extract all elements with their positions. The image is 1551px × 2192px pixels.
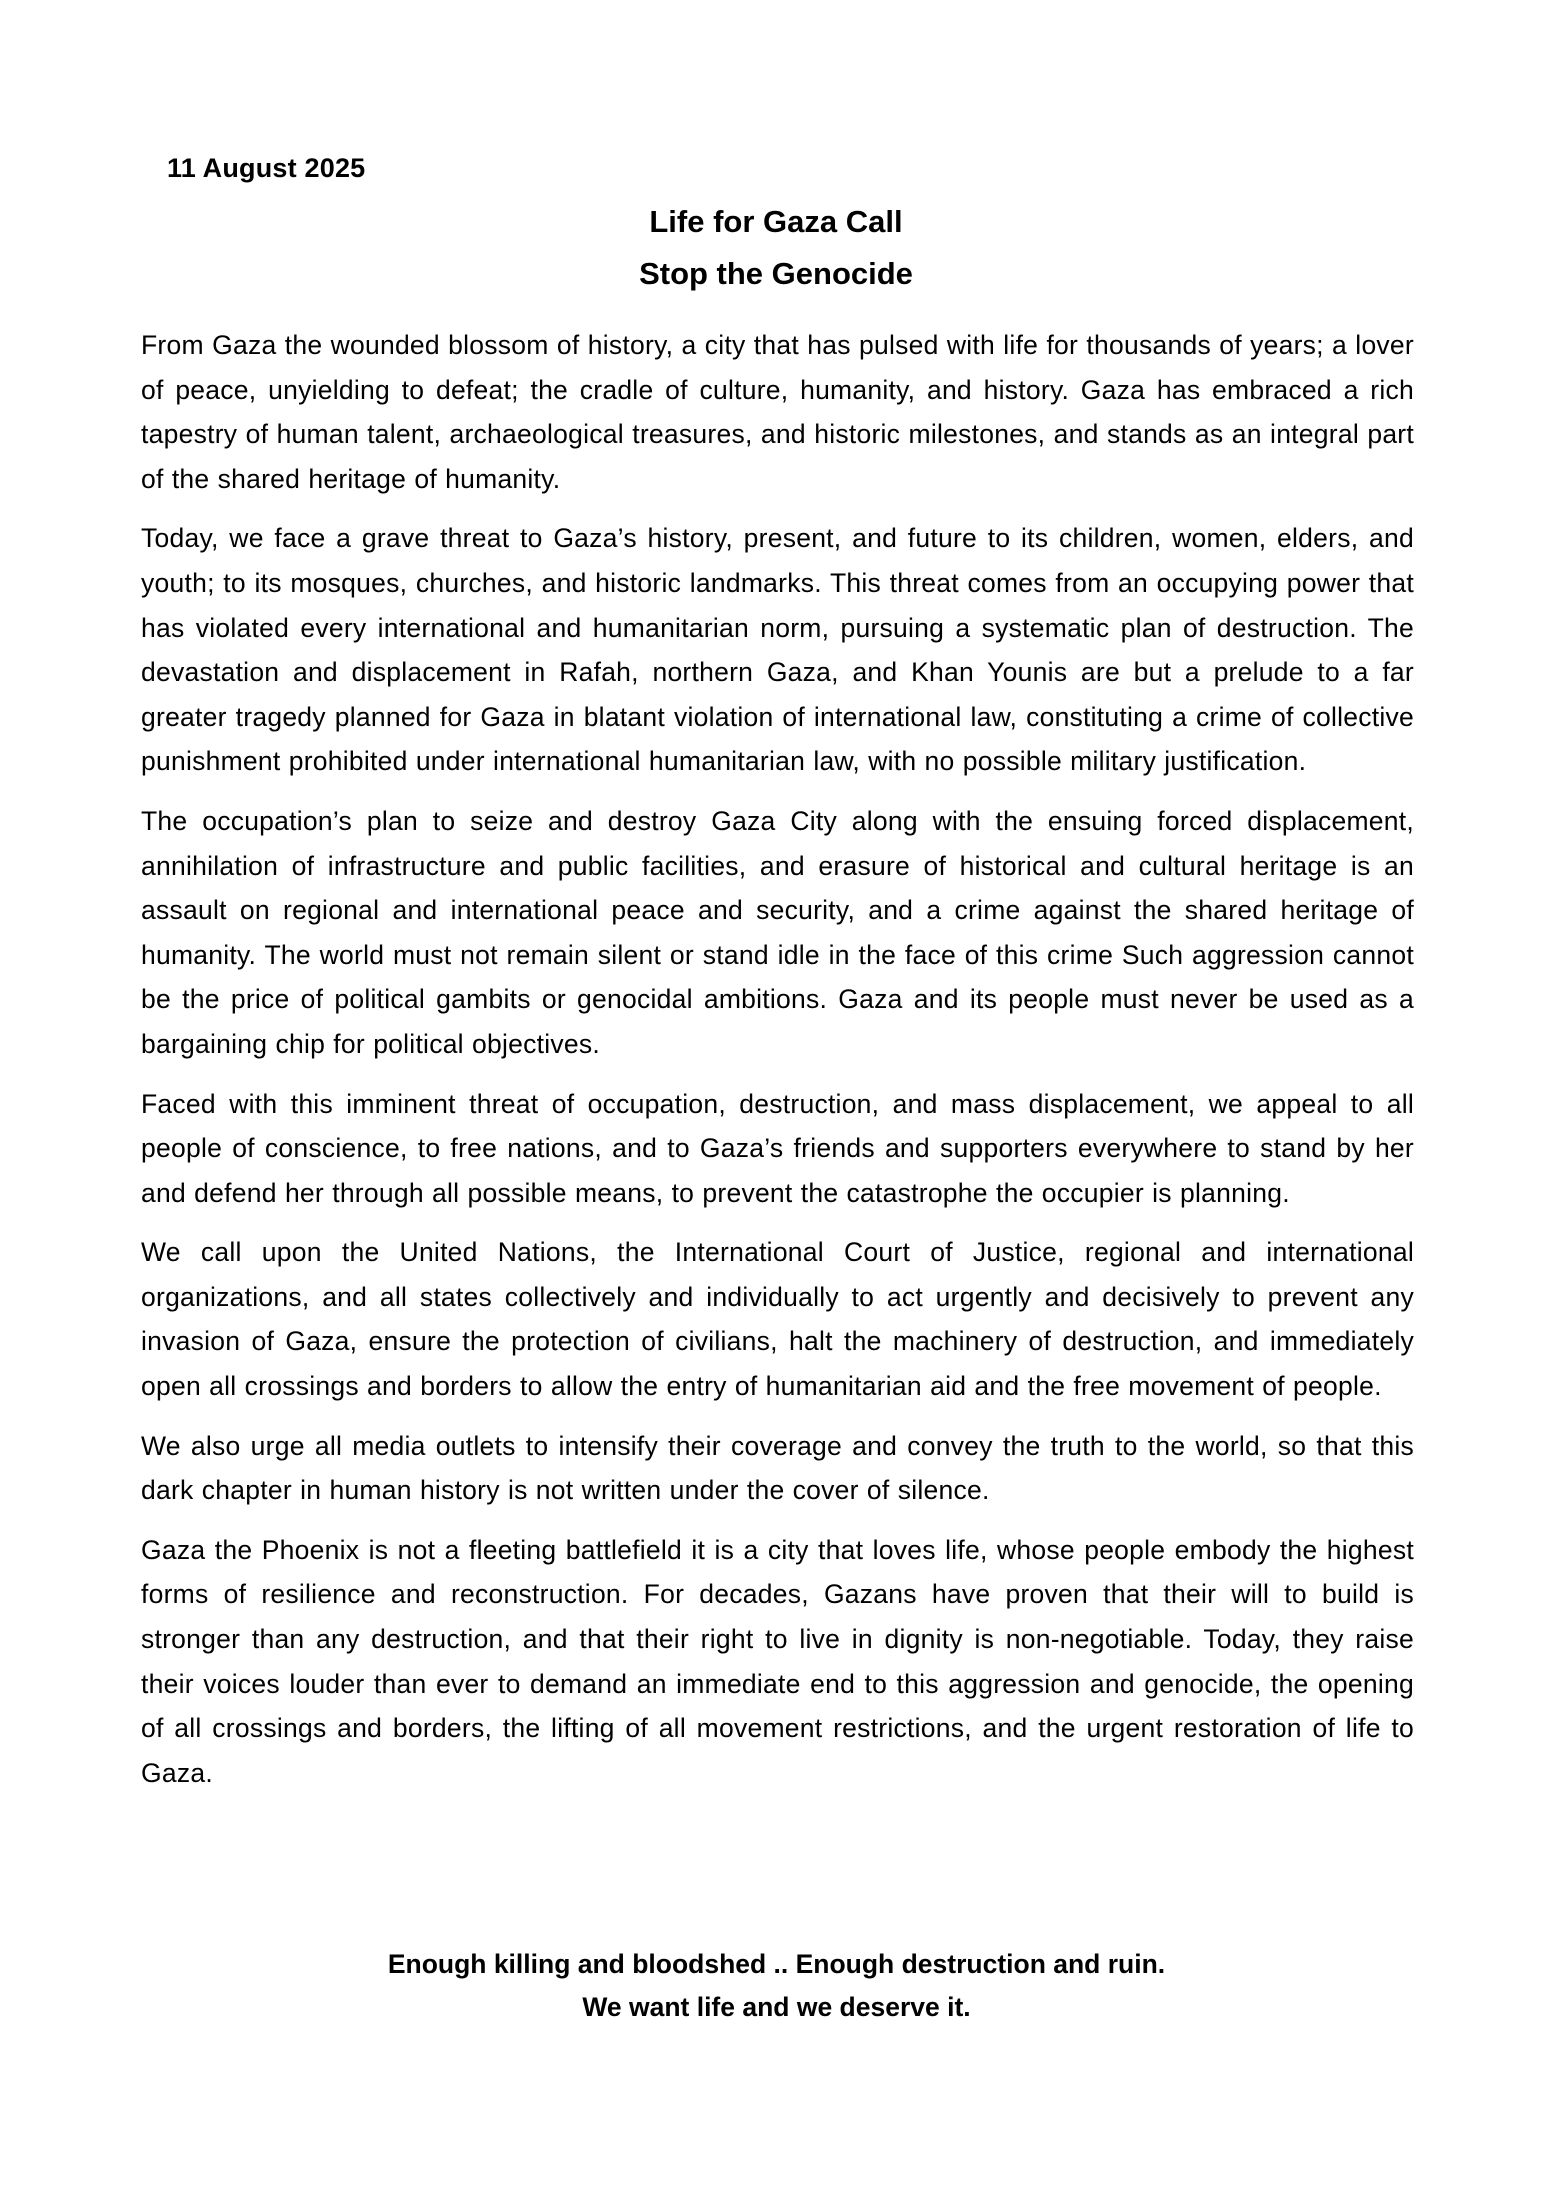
paragraph: The occupation’s plan to seize and destroy Gaza City along with the ensuing forced displacement, annihilation of infrastructure and public facilities, and erasure of historical and cultural heritage is an assault on regional and international peace and security, and a crime against the shared heritage of humanity. The world must not remain silent or stand idle in the face of this crime Such aggression cannot be the price of political gambits or genocidal ambitions. Gaza and its people must never be used as a bargaining chip for political objectives.: [141, 805, 1414, 1059]
paragraph: Faced with this imminent threat of occupation, destruction, and mass displacement, we appeal to all people of conscience, to free nations, and to Gaza’s friends and supporters everywhere to stand by her and defend her through all possible means, to prevent the catastrophe the occupier is planning.: [141, 1088, 1414, 1208]
closing-line: Enough killing and bloodshed .. Enough destruction and ruin.: [387, 1949, 1166, 1979]
document-title: Life for Gaza Call: [649, 204, 903, 239]
paragraph: From Gaza the wounded blossom of history, a city that has pulsed with life for thousands of years; a lover of peace, unyielding to defeat; the cradle of culture, humanity, and history. Gaza has embraced a rich tapestry of human talent, archaeological treasures, and historic milestones, and stands as an integral part of the shared heritage of humanity.: [141, 330, 1414, 494]
closing-statement: [140, 1943, 1413, 2029]
paragraph: Gaza the Phoenix is not a fleeting battlefield it is a city that loves life, whose people embody the highest forms of resilience and reconstruction. For decades, Gazans have proven that their will to build is stronger than any destruction, and that their right to live in dignity is non-negotiable. Today, they raise their voices louder than ever to demand an immediate end to this aggression and genocide, the opening of all crossings and borders, the lifting of all movement restrictions, and the urgent restoration of life to Gaza.: [141, 1534, 1414, 1788]
document-body: [141, 323, 1414, 1810]
document-date: 11 August 2025: [167, 153, 366, 183]
title-block: [140, 196, 1412, 300]
document-subtitle: Stop the Genocide: [639, 256, 913, 291]
paragraph: Today, we face a grave threat to Gaza’s history, present, and future to its children, women, elders, and youth; to its mosques, churches, and historic landmarks. This threat comes from an occupying power that has violated every international and humanitarian norm, pursuing a systematic plan of destruction. The devastation and displacement in Rafah, northern Gaza, and Khan Younis are but a prelude to a far greater tragedy planned for Gaza in blatant violation of international law, constituting a crime of collective punishment prohibited under international humanitarian law, with no possible military justification.: [141, 523, 1414, 777]
paragraph: We also urge all media outlets to intensify their coverage and convey the truth to the world, so that this dark chapter in human history is not written under the cover of silence.: [141, 1430, 1414, 1506]
paragraph: We call upon the United Nations, the International Court of Justice, regional and international organizations, and all states collectively and individually to act urgently and decisively to prevent any invasion of Gaza, ensure the protection of civilians, halt the machinery of destruction, and immediately open all crossings and borders to allow the entry of humanitarian aid and the free movement of people.: [141, 1237, 1414, 1402]
closing-line: We want life and we deserve it.: [582, 1992, 971, 2022]
